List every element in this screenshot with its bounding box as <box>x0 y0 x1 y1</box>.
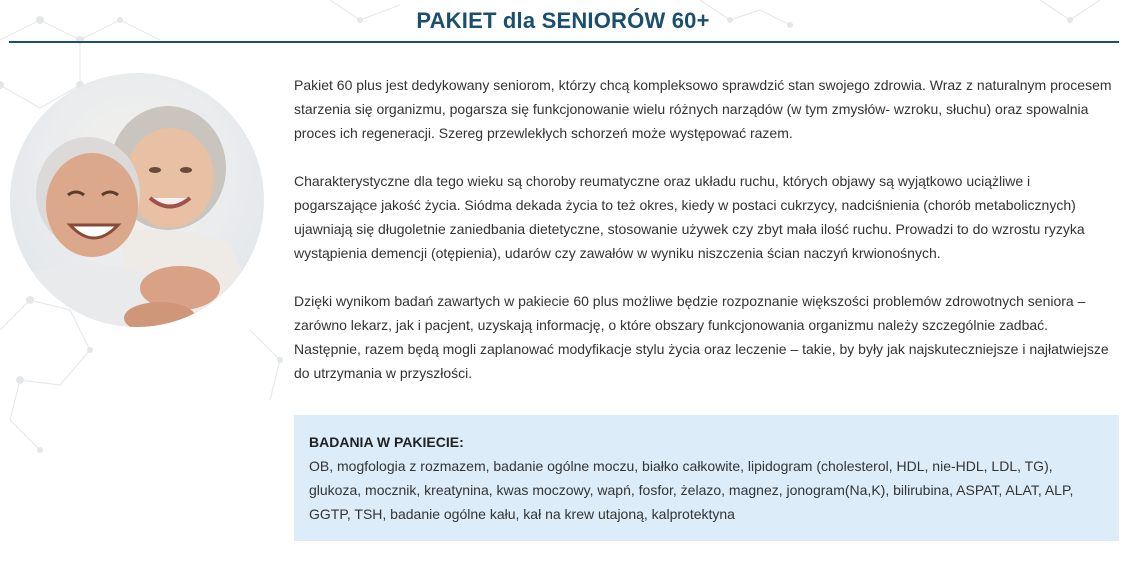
tests-heading: BADANIA W PAKIECIE: <box>309 434 464 450</box>
description-paragraph-2: Charakterystyczne dla tego wieku są choroby reumatyczne oraz układu ruchu, których objawy są wyjątkowo uciążliwe i pogarszające jakość życia. Siódma dekada życia to też okres, kiedy w postaci cukrzycy, nadciśnienia (chorób metabolicznych) ujawniają się długoletnie zaniedbania dietetyczne, stosowanie używek czy zbyt mała ilość ruchu. Prowadzi to do wzrostu ryzyka wystąpienia demencji (otępienia), udarów czy zawałów w wyniku niszczenia ścian naczyń krwionośnych. <box>294 173 1085 261</box>
tests-list: OB, mogfologia z rozmazem, badanie ogólne moczu, białko całkowite, lipidogram (cholesterol, HDL, nie-HDL, LDL, TG), glukoza, mocznik, kreatynina, kwas moczowy, wapń, fosfor, żelazo, magnez, jonogram(Na,K), bilirubina, ASPAT, ALAT, ALP, GGTP, TSH, badanie ogólne kału, kał na krew utajoną, kalprotektyna <box>309 458 1074 522</box>
seniors-photo <box>10 73 264 327</box>
description <box>294 73 1116 409</box>
tests-panel <box>294 415 1119 541</box>
page-title: PAKIET dla SENIORÓW 60+ <box>416 8 710 33</box>
description-paragraph-1: Pakiet 60 plus jest dedykowany seniorom, którzy chcą kompleksowo sprawdzić stan swojego zdrowia. Wraz z naturalnym procesem starzenia się organizmu, pogarsza się funkcjonowanie wielu różnych narządów (w tym zmysłów- wzroku, słuchu) oraz spowalnia proces ich regeneracji. Szereg przewlekłych schorzeń może występować razem. <box>294 77 1112 141</box>
title-divider <box>9 41 1119 43</box>
description-paragraph-3: Dzięki wynikom badań zawartych w pakiecie 60 plus możliwe będzie rozpoznanie większości problemów zdrowotnych seniora – zarówno lekarz, jak i pacjent, uzyskają informację, o które obszary funkcjonowania organizmu należy szczególnie zadbać. Następnie, razem będą mogli zaplanować modyfikacje stylu życia oraz leczenie – takie, by były jak najskuteczniejsze i najłatwiejsze do utrzymania w przyszłości. <box>294 293 1109 381</box>
